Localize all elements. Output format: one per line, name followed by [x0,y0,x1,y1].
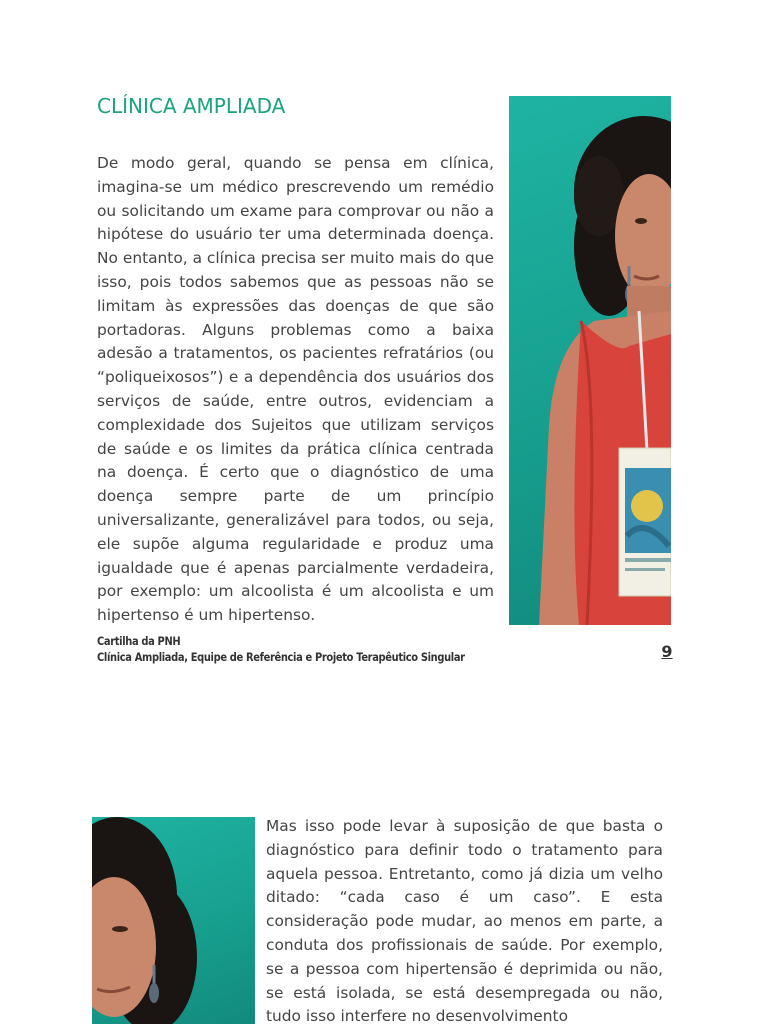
page-number: 9 [661,642,673,661]
portrait-illustration-bottom [92,817,255,1024]
woman-portrait-photo-bottom [92,817,255,1024]
footer-publication-subtitle: Clínica Ampliada, Equipe de Referência e Projeto Terapêutico Singular [97,650,465,664]
body-paragraph-continued: Mas isso pode levar à suposição de que basta o diagnóstico para definir todo o tratamento para aquela pessoa. Entretanto, como já dizia um velho ditado: “cada caso é um caso”. E esta consideração pode mudar, ao menos em parte, a conduta dos profissionais de saúde. Por exemplo, se a pessoa com hipertensão é deprimida ou não, se está isolada, se está desempregada ou não, tudo isso interfere no desenvolvimento [266,817,663,1024]
portrait-illustration [509,96,671,625]
woman-portrait-photo [509,96,671,625]
body-paragraph: De modo geral, quando se pensa em clínica, imagina-se um médico prescrevendo um remédio ou solicitando um exame para comprovar ou não a hipótese do usuário ter uma determinada doença. No entanto, a clínica precisa ser muito mais do que isso, pois todos sabemos que as pessoas não se limitam às expressões das doenças de que são portadoras. Alguns problemas como a baixa adesão a tratamentos, os pacientes refratários (ou “poliqueixosos”) e a dependência dos usuários dos serviços de saúde, entre outros, evidenciam a complexidade dos Sujeitos que utilizam serviços de saúde e os limites da prática clínica centrada na doença. É certo que o diagnóstico de uma doença sempre parte de um princípio universalizante, generalizável para todos, ou seja, ele supõe alguma regularidade e produz uma igualdade que é apenas parcialmente verdadeira, por exemplo: um alcoolista é um alcoolista e um hipertenso é um hipertenso. [97,154,494,625]
section-title: CLÍNICA AMPLIADA [97,94,286,118]
footer-publication-title: Cartilha da PNH [97,634,181,648]
